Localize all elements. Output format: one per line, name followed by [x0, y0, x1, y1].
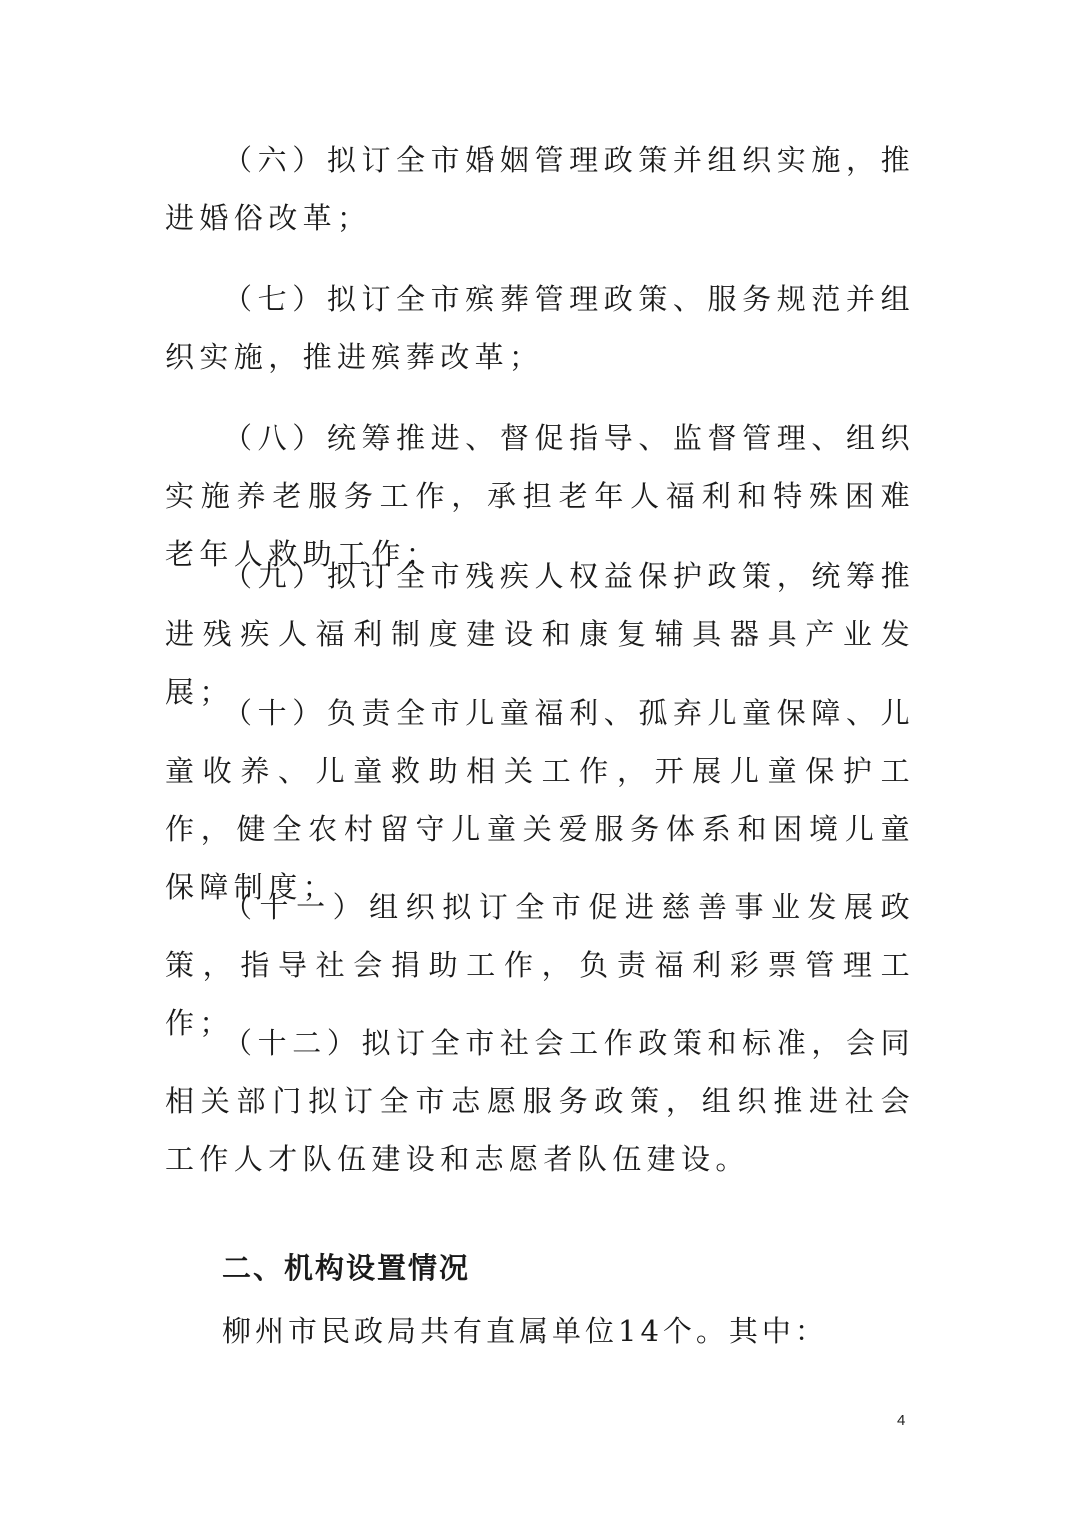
paragraph-item-8: （八）统筹推进、督促指导、监督管理、组织实施养老服务工作，承担老年人福利和特殊困难老年人救助工作；: [165, 421, 915, 571]
paragraph-item-7: （七）拟订全市殡葬管理政策、服务规范并组织实施，推进殡葬改革；: [165, 282, 915, 374]
paragraph-item-6: （六）拟订全市婚姻管理政策并组织实施，推进婚俗改革；: [165, 143, 915, 235]
section-heading: 二、机构设置情况: [222, 1251, 471, 1285]
paragraph-item-9: （九）拟订全市残疾人权益保护政策，统筹推进残疾人福利制度建设和康复辅具器具产业发展；: [165, 559, 915, 709]
paragraph-item-11: （十一）组织拟订全市促进慈善事业发展政策，指导社会捐助工作，负责福利彩票管理工作；: [165, 890, 915, 1040]
paragraph-item-10: （十）负责全市儿童福利、孤弃儿童保障、儿童收养、儿童救助相关工作，开展儿童保护工作，健全农村留守儿童关爱服务体系和困境儿童保障制度；: [165, 696, 915, 904]
paragraph-item-12: （十二）拟订全市社会工作政策和标准，会同相关部门拟订全市志愿服务政策，组织推进社会工作人才队伍建设和志愿者队伍建设。: [165, 1026, 915, 1176]
page-number: 4: [897, 1412, 906, 1429]
section-intro: 柳州市民政局共有直属单位14个。其中：: [222, 1314, 828, 1348]
